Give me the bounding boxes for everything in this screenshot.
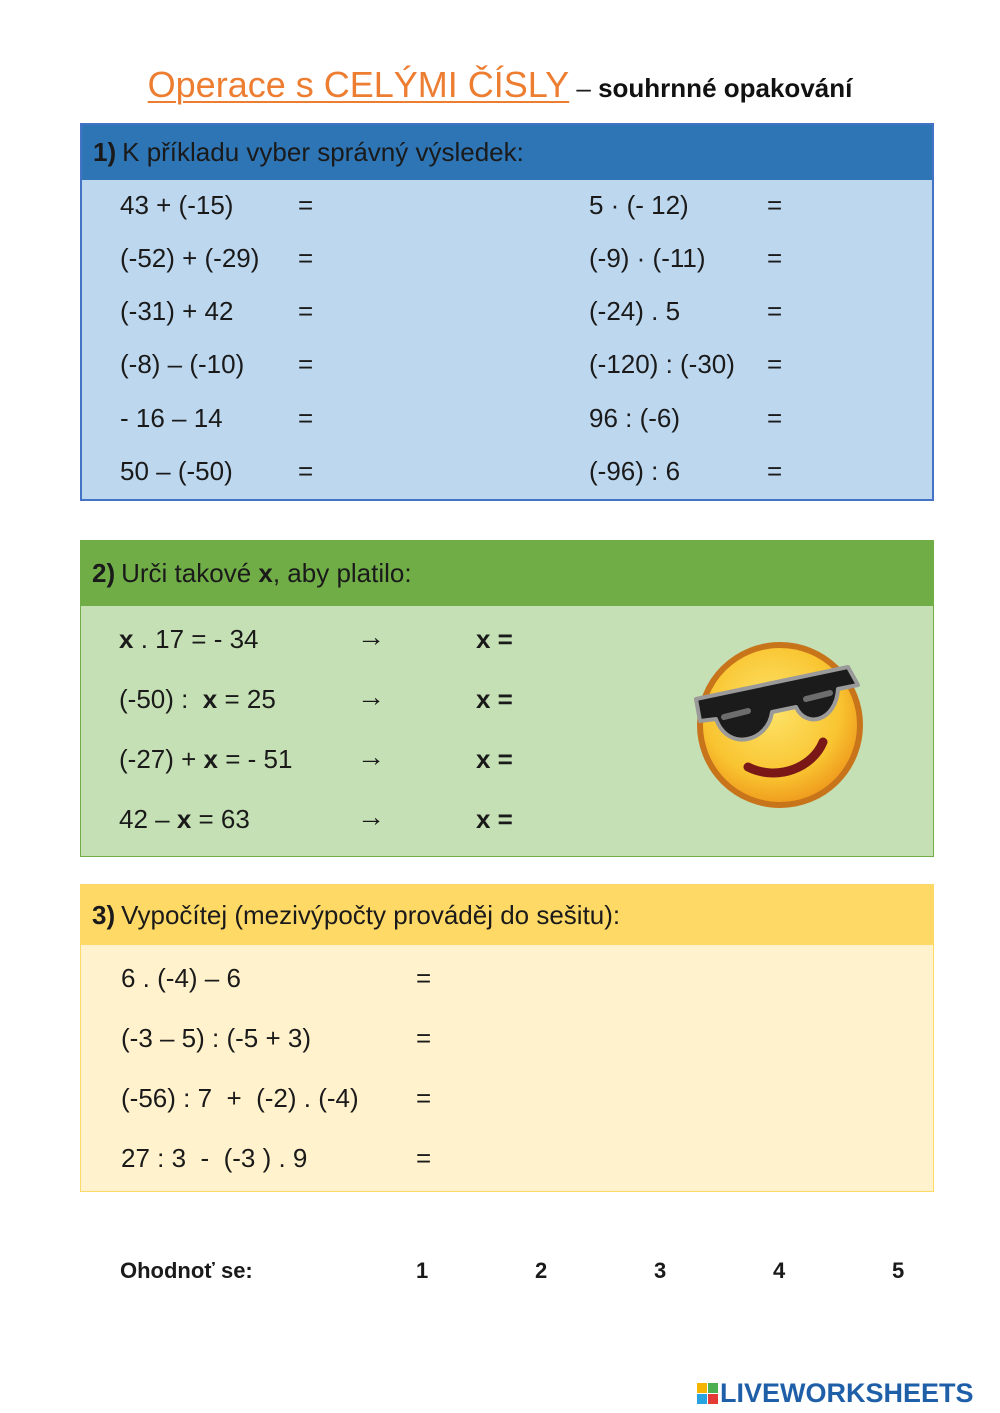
s3-equals: = [416,1143,432,1173]
rating-option-3[interactable]: 3 [654,1258,667,1283]
s1-left-equals: = [298,403,314,433]
s2-equation: x . 17 = - 34 [119,624,259,654]
s1-left-expr: 50 – (-50) [120,456,233,486]
s1-left-expr: - 16 – 14 [120,403,223,433]
s3-equals: = [416,1083,432,1113]
s3-expression: (-56) : 7 + (-2) . (-4) [121,1083,359,1113]
s1-left-equals: = [298,349,314,379]
title-dash: – [569,73,599,103]
section-3-number: 3) [92,899,116,930]
s1-left-equals: = [298,456,314,486]
s3-equals: = [416,963,432,993]
arrow-icon: → [357,801,385,832]
section-2-header [81,541,933,606]
s2-equation: 42 – x = 63 [119,804,250,834]
logo-mark-icon [697,1383,718,1404]
s2-answer-label: x = [476,744,513,774]
rating-option-1[interactable]: 1 [416,1258,429,1283]
s3-expression: 27 : 3 - (-3 ) . 9 [121,1143,308,1173]
s1-right-expr: (-96) : 6 [589,456,681,486]
section-1 [80,123,934,501]
s2-answer-label: x = [476,624,513,654]
s2-answer-label: x = [476,804,513,834]
section-1-heading: K příkladu vyber správný výsledek: [122,137,524,167]
s2-equation: (-50) : x = 25 [119,684,276,714]
section-2-heading-post: , aby platilo: [272,558,412,588]
s1-left-expr: (-52) + (-29) [120,243,260,273]
section-1-header [82,125,932,180]
s2-equation: (-27) + x = - 51 [119,744,293,774]
sunglasses-smiley-icon [688,637,868,817]
worksheet-title [0,64,1000,106]
section-2-number: 2) [92,558,116,588]
title-main: Operace s CELÝMI ČÍSLY [147,64,570,105]
rating-option-4[interactable]: 4 [773,1258,786,1283]
s1-right-expr: (-24) . 5 [589,296,681,326]
s1-left-equals: = [298,296,314,326]
section-3-heading: Vypočítej (mezivýpočty prováděj do sešitu): [121,899,621,930]
rating-label: Ohodnoť se: [120,1258,253,1283]
section-3 [80,884,934,1192]
s1-right-equals: = [767,349,783,379]
section-1-number: 1) [93,137,117,167]
rating-option-5[interactable]: 5 [892,1258,905,1283]
s1-right-expr: 5 · (- 12) [589,190,689,220]
s1-right-expr: (-120) : (-30) [589,349,735,379]
section-2 [80,540,934,857]
s1-right-equals: = [767,403,783,433]
s1-right-equals: = [767,296,783,326]
s1-right-expr: 96 : (-6) [589,403,681,433]
section-3-header [81,885,933,945]
s3-expression: (-3 – 5) : (-5 + 3) [121,1023,311,1053]
section-2-heading-pre: Urči takové [121,558,259,588]
s3-equals: = [416,1023,432,1053]
title-sub: souhrnné opakování [598,73,853,103]
s3-expression: 6 . (-4) – 6 [121,963,241,993]
section-2-heading-x: x [258,558,273,588]
rating-option-2[interactable]: 2 [535,1258,548,1283]
s1-right-equals: = [767,190,783,220]
s2-answer-label: x = [476,684,513,714]
s1-right-equals: = [767,456,783,486]
s1-left-expr: 43 + (-15) [120,190,234,220]
s1-left-expr: (-8) – (-10) [120,349,245,379]
s1-left-expr: (-31) + 42 [120,296,234,326]
s1-right-expr: (-9) · (-11) [589,243,706,273]
s1-left-equals: = [298,243,314,273]
s1-right-equals: = [767,243,783,273]
logo-text: LIVEWORKSHEETS [720,1378,974,1408]
s1-left-equals: = [298,190,314,220]
arrow-icon: → [357,621,385,652]
liveworksheets-logo [697,1378,974,1409]
arrow-icon: → [357,741,385,772]
arrow-icon: → [357,681,385,712]
